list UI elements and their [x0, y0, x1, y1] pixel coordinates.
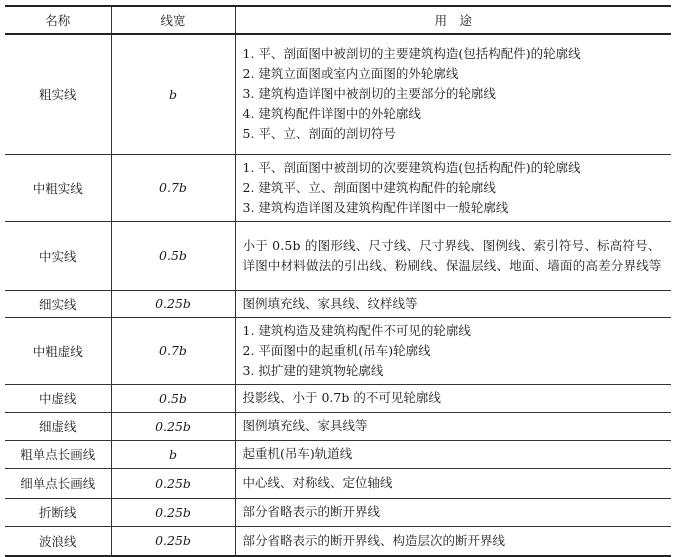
use-item: 图例填充线、家具线等 — [242, 418, 368, 433]
line-name: 粗单点长画线 — [5, 440, 111, 468]
table-row — [5, 498, 671, 526]
line-name: 细虚线 — [5, 412, 111, 440]
line-name: 中粗虚线 — [5, 317, 111, 384]
line-name: 波浪线 — [5, 526, 111, 556]
line-width: 0.7b — [111, 154, 235, 221]
header-width: 线宽 — [111, 6, 235, 34]
line-uses — [235, 468, 671, 498]
use-item: 3. 建筑构造详图及建筑构配件详图中一般轮廓线 — [242, 199, 509, 215]
line-name: 折断线 — [5, 498, 111, 526]
header-name: 名称 — [5, 6, 111, 34]
table-row — [5, 412, 671, 440]
use-item: 2. 平面图中的起重机(吊车)轮廓线 — [242, 342, 431, 358]
table-row — [5, 468, 671, 498]
line-types-table — [5, 5, 671, 557]
table-row — [5, 221, 671, 290]
line-name: 中虚线 — [5, 384, 111, 412]
line-uses — [235, 34, 671, 154]
line-name: 细单点长画线 — [5, 468, 111, 498]
line-width: 0.7b — [111, 317, 235, 384]
use-item: 1. 平、剖面图中被剖切的次要建筑构造(包括构配件)的轮廓线 — [242, 159, 581, 175]
line-width: 0.5b — [111, 221, 235, 290]
line-width: 0.25b — [111, 526, 235, 556]
use-item: 2. 建筑平、立、剖面图中建筑构配件的轮廓线 — [242, 179, 496, 195]
line-width: 0.25b — [111, 498, 235, 526]
line-name: 中粗实线 — [5, 154, 111, 221]
header-row — [5, 6, 671, 34]
line-name: 细实线 — [5, 290, 111, 317]
line-width: 0.25b — [111, 290, 235, 317]
use-item: 部分省略表示的断开界线 — [242, 504, 381, 519]
table-row — [5, 384, 671, 412]
line-uses — [235, 317, 671, 384]
line-name: 中实线 — [5, 221, 111, 290]
line-uses — [235, 498, 671, 526]
use-item: 3. 建筑构造详图中被剖切的主要部分的轮廓线 — [242, 86, 496, 102]
header-uses: 用 途 — [235, 6, 671, 34]
line-name: 粗实线 — [5, 34, 111, 154]
use-item: 2. 建筑立面图或室内立面图的外轮廓线 — [242, 66, 459, 82]
use-item: 4. 建筑构配件详图中的外轮廓线 — [242, 106, 421, 122]
table-row — [5, 290, 671, 317]
use-item: 中心线、对称线、定位轴线 — [242, 475, 393, 490]
line-width: 0.25b — [111, 468, 235, 498]
table-row — [5, 317, 671, 384]
line-width: b — [111, 440, 235, 468]
table-row — [5, 526, 671, 556]
use-item: 小于 0.5b 的图形线、尺寸线、尺寸界线、图例线、索引符号、标高符号、详图中材料做法的引出线、粉刷线、保温层线、地面、墙面的高差分界线等 — [242, 237, 662, 273]
use-item: 5. 平、立、剖面的剖切符号 — [242, 126, 396, 142]
table-row — [5, 440, 671, 468]
line-uses — [235, 440, 671, 468]
line-width: 0.5b — [111, 384, 235, 412]
line-uses — [235, 290, 671, 317]
line-uses — [235, 412, 671, 440]
use-item: 部分省略表示的断开界线、构造层次的断开界线 — [242, 532, 506, 548]
table-row — [5, 154, 671, 221]
table-row — [5, 34, 671, 154]
use-item: 3. 拟扩建的建筑物轮廓线 — [242, 362, 384, 378]
use-item: 起重机(吊车)轨道线 — [242, 446, 353, 461]
line-uses — [235, 526, 671, 556]
line-uses — [235, 221, 671, 290]
line-uses — [235, 384, 671, 412]
use-item: 投影线、小于 0.7b 的不可见轮廓线 — [242, 390, 441, 405]
use-item: 图例填充线、家具线、纹样线等 — [242, 295, 418, 311]
line-width: 0.25b — [111, 412, 235, 440]
use-item: 1. 平、剖面图中被剖切的主要建筑构造(包括构配件)的轮廓线 — [242, 46, 581, 62]
use-item: 1. 建筑构造及建筑构配件不可见的轮廓线 — [242, 322, 471, 338]
line-width: b — [111, 34, 235, 154]
line-uses — [235, 154, 671, 221]
